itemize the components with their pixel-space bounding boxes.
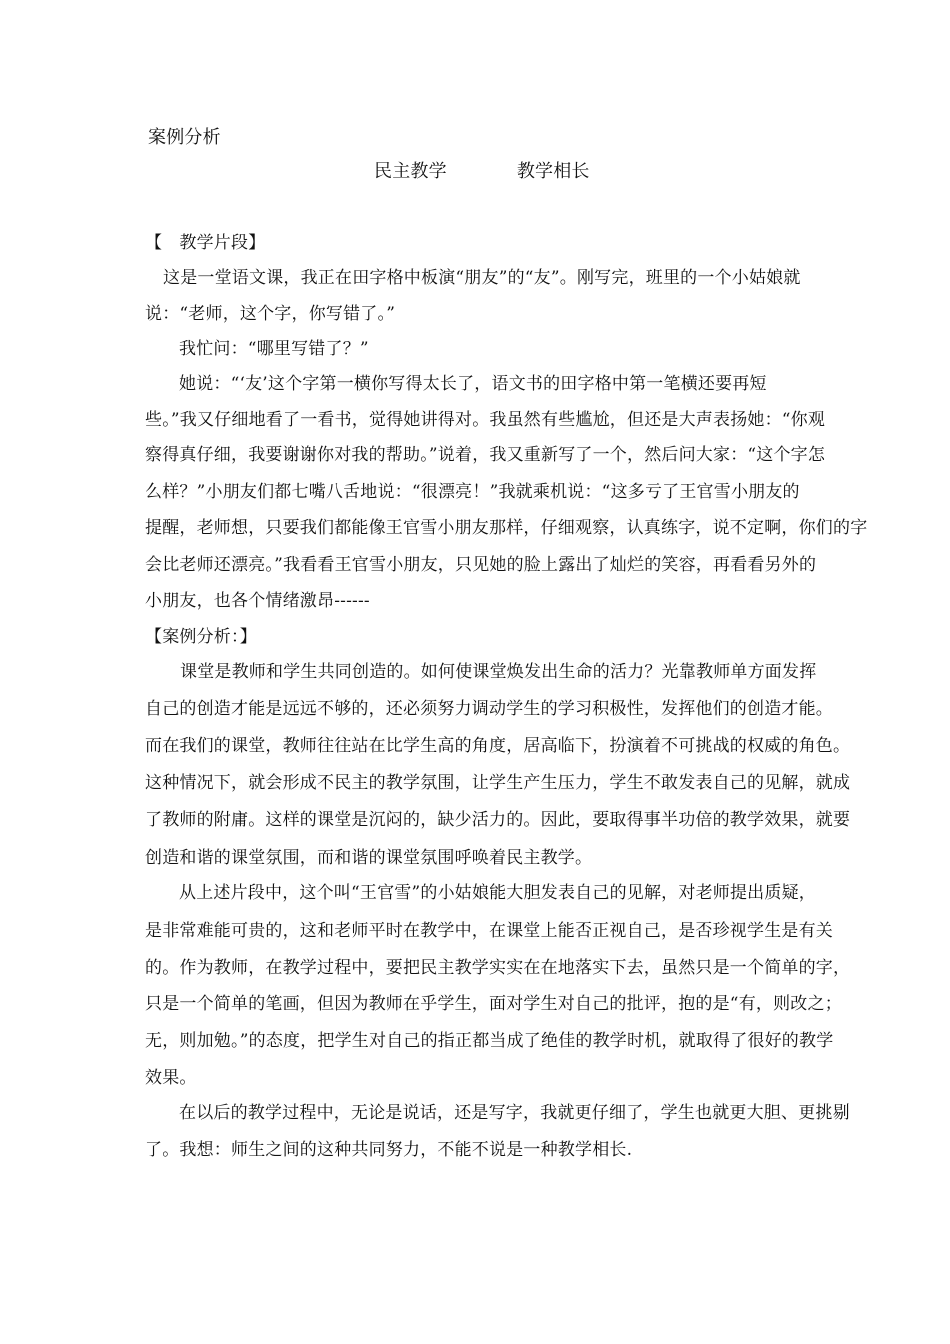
story-line: 察得真仔细，我要谢谢你对我的帮助。”说着，我又重新写了一个，然后问大家：“这个字怎	[145, 445, 826, 465]
story-line: 这是一堂语文课，我正在田字格中板演“朋友”的“友”。刚写完，班里的一个小姑娘就	[163, 268, 801, 288]
story-line: 说：“老师，这个字，你写错了。”	[145, 304, 396, 324]
story-line: 么样？”小朋友们都七嘴八舌地说：“很漂亮！”我就乘机说：“这多亏了王官雪小朋友的	[145, 482, 800, 502]
title-left: 民主教学	[374, 161, 447, 182]
analysis-line: 了教师的附庸。这样的课堂是沉闷的，缺少活力的。因此，要取得事半功倍的教学效果，就要	[145, 810, 851, 830]
story-line: 会比老师还漂亮。”我看看王官雪小朋友，只见她的脸上露出了灿烂的笑容，再看看另外的	[145, 555, 817, 575]
doc-label: 案例分析	[148, 127, 221, 148]
story-line: 提醒，老师想，只要我们都能像王官雪小朋友那样，仔细观察，认真练字，说不定啊，你们的字	[145, 518, 868, 538]
story-line: 我忙问：“哪里写错了？”	[179, 339, 369, 359]
analysis-line: 从上述片段中，这个叫“王官雪”的小姑娘能大胆发表自己的见解，对老师提出质疑，	[179, 883, 816, 903]
analysis-line: 而在我们的课堂，教师往往站在比学生高的角度，居高临下，扮演着不可挑战的权威的角色。	[145, 736, 851, 756]
doc-title	[374, 161, 590, 183]
analysis-line: 是非常难能可贵的，这和老师平时在教学中，在课堂上能否正视自己，是否珍视学生是有关	[145, 921, 833, 941]
section-heading-analysis: 【案例分析：】	[145, 627, 257, 647]
analysis-line: 自己的创造才能是远远不够的，还必须努力调动学生的学习积极性，发挥他们的创造才能。	[145, 699, 833, 719]
analysis-line: 课堂是教师和学生共同创造的。如何使课堂焕发出生命的活力？光靠教师单方面发挥	[180, 662, 817, 682]
title-right: 教学相长	[516, 161, 590, 182]
analysis-line: 无，则加勉。”的态度，把学生对自己的指正都当成了绝佳的教学时机，就取得了很好的教学	[145, 1031, 834, 1051]
analysis-line: 只是一个简单的笔画，但因为教师在乎学生，面对学生对自己的批评，抱的是“有，则改之；	[145, 994, 842, 1014]
analysis-line: 这种情况下，就会形成不民主的教学氛围，让学生产生压力，学生不敢发表自己的见解，就成	[145, 773, 851, 793]
analysis-line: 在以后的教学过程中，无论是说话，还是写字，我就更仔细了，学生也就更大胆、更挑剔	[179, 1103, 850, 1123]
analysis-line: 创造和谐的课堂氛围，而和谐的课堂氛围呼唤着民主教学。	[145, 848, 593, 868]
analysis-line: 的。作为教师，在教学过程中，要把民主教学实实在在地落实下去，虽然只是一个简单的字，	[145, 958, 851, 978]
story-line: 小朋友，也各个情绪激昂------	[145, 591, 370, 611]
section-heading-fragment: 【 教学片段】	[145, 233, 266, 253]
analysis-line: 了。我想：师生之间的这种共同努力，不能不说是一种教学相长.	[145, 1140, 633, 1160]
story-line: 些。”我又仔细地看了一看书，觉得她讲得对。我虽然有些尴尬，但还是大声表扬她：“你观	[145, 410, 826, 430]
story-line: 她说：“‘友’这个字第一横你写得太长了，语文书的田字格中第一笔横还要再短	[179, 374, 767, 394]
analysis-line: 效果。	[145, 1068, 197, 1088]
